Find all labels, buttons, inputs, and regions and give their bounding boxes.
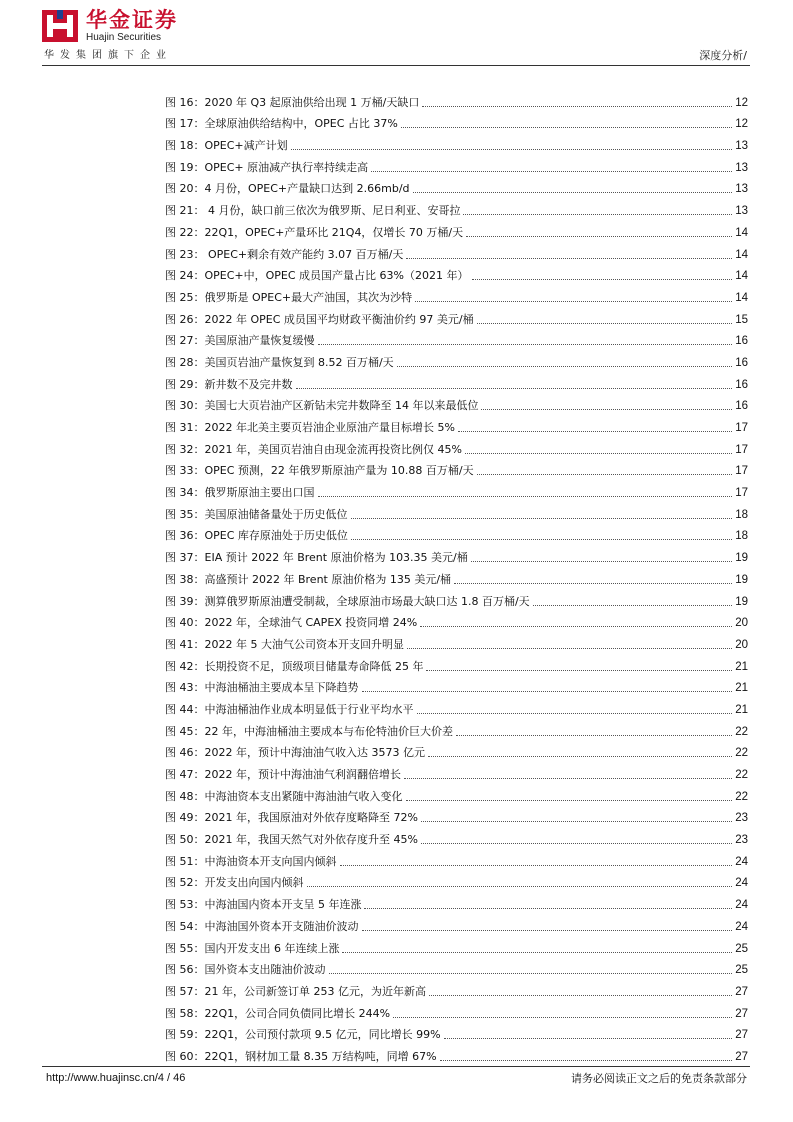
company-tagline: 华发集团旗下企业 [44, 50, 172, 61]
toc-dot-leader [413, 192, 733, 193]
toc-entry-title: 图 47：2022 年，预计中海油油气利润翻倍增长 [165, 768, 401, 781]
toc-dot-leader [351, 539, 732, 540]
header-divider [42, 65, 750, 66]
toc-entry[interactable] [165, 175, 748, 197]
toc-entry-page: 21 [735, 703, 748, 716]
toc-entry-title: 图 40：2022 年，全球油气 CAPEX 投资同增 24% [165, 616, 418, 630]
toc-entry-title: 图 29：新井数不及完井数 [165, 377, 293, 391]
toc-entry[interactable] [165, 500, 748, 522]
toc-dot-leader [466, 236, 732, 237]
toc-entry-title: 图 41：2022 年 5 大油气公司资本开支回升明显 [165, 637, 404, 651]
toc-entry-title: 图 27：美国原油产量恢复缓慢 [165, 334, 315, 348]
toc-entry-page: 25 [735, 942, 748, 955]
toc-entry[interactable] [165, 934, 748, 956]
toc-dot-leader [351, 518, 733, 519]
toc-dot-leader [426, 670, 732, 671]
toc-entry-page: 15 [735, 313, 748, 326]
toc-dot-leader [454, 583, 732, 584]
toc-dot-leader [329, 973, 733, 974]
toc-entry-title: 图 38：高盛预计 2022 年 Brent 原油价格为 135 美元/桶 [165, 572, 452, 586]
toc-entry-page: 14 [735, 291, 748, 304]
toc-entry-page: 22 [735, 725, 748, 738]
toc-entry-page: 24 [735, 877, 748, 890]
toc-dot-leader [406, 258, 732, 259]
toc-entry[interactable] [165, 1021, 748, 1043]
toc-entry[interactable] [165, 348, 748, 370]
toc-entry-title: 图 57：21 年，公司新签订单 253 亿元，为近年新高 [165, 984, 426, 998]
toc-entry[interactable] [165, 457, 748, 479]
toc-entry-page: 21 [735, 682, 748, 695]
toc-entry-page: 19 [735, 552, 748, 565]
toc-entry-page: 27 [735, 1007, 748, 1020]
toc-dot-leader [307, 886, 733, 887]
toc-entry-page: 14 [735, 226, 748, 239]
toc-entry-page: 27 [735, 1029, 748, 1042]
toc-dot-leader [421, 821, 732, 822]
toc-entry[interactable] [165, 262, 748, 284]
logo-chinese-name: 华金证券 [86, 8, 178, 32]
toc-entry-title: 图 35：美国原油储备量处于历史低位 [165, 507, 348, 521]
toc-entry-title: 图 49：2021 年，我国原油对外依存度略降至 72% [165, 811, 418, 825]
toc-dot-leader [401, 127, 732, 128]
toc-entry[interactable] [165, 110, 748, 132]
toc-entry-page: 17 [735, 422, 748, 434]
toc-dot-leader [291, 149, 733, 150]
toc-entry-page: 22 [735, 769, 748, 781]
toc-entry-title: 图 50：2021 年，我国天然气对外依存度升至 45% [165, 833, 418, 847]
toc-entry-title: 图 32：2021 年，美国页岩油自由现金流再投资比例仅 45% [165, 442, 462, 456]
toc-entry-page: 17 [735, 443, 748, 456]
toc-entry[interactable] [165, 695, 748, 717]
toc-entry[interactable] [165, 1042, 748, 1064]
toc-entry[interactable] [165, 543, 748, 565]
toc-entry-page: 13 [735, 140, 748, 153]
toc-entry[interactable] [165, 327, 748, 349]
toc-entry-page: 13 [735, 161, 748, 174]
toc-entry-title: 图 34：俄罗斯原油主要出口国 [165, 486, 315, 500]
toc-entry-title: 图 22：22Q1，OPEC+产量环比 21Q4，仅增长 70 万桶/天 [165, 225, 464, 239]
toc-dot-leader [477, 474, 733, 475]
toc-entry-title: 图 37：EIA 预计 2022 年 Brent 原油价格为 103.35 美元/桶 [165, 551, 468, 565]
toc-dot-leader [440, 1060, 733, 1061]
toc-dot-leader [428, 756, 732, 757]
toc-entry-page: 21 [735, 660, 748, 673]
huajin-logo-icon [42, 10, 78, 42]
toc-entry[interactable] [165, 912, 748, 934]
toc-dot-leader [444, 1038, 733, 1039]
toc-entry-page: 16 [735, 400, 748, 413]
toc-entry-title: 图 44：中海油桶油作业成本明显低于行业平均水平 [165, 702, 414, 716]
toc-entry[interactable] [165, 630, 748, 652]
page-header [0, 0, 793, 70]
toc-entry[interactable] [165, 825, 748, 847]
toc-dot-leader [362, 691, 733, 692]
toc-dot-leader [421, 843, 732, 844]
toc-dot-leader [404, 778, 732, 779]
toc-dot-leader [417, 713, 733, 714]
toc-entry-page: 18 [735, 508, 748, 521]
toc-entry[interactable] [165, 977, 748, 999]
toc-dot-leader [471, 561, 732, 562]
toc-entry[interactable] [165, 739, 748, 761]
toc-entry[interactable] [165, 847, 748, 869]
toc-entry[interactable] [165, 652, 748, 674]
toc-entry-page: 27 [735, 1050, 748, 1063]
footer-url-page-number[interactable]: http://www.huajinsc.cn/4 / 46 [46, 1072, 186, 1084]
toc-entry[interactable] [165, 999, 748, 1021]
toc-entry-title: 图 18：OPEC+减产计划 [165, 139, 288, 153]
toc-dot-leader [362, 930, 733, 931]
toc-entry-title: 图 52：开发支出向国内倾斜 [165, 876, 304, 890]
toc-entry[interactable] [165, 283, 748, 305]
toc-entry[interactable] [165, 522, 748, 544]
toc-entry[interactable] [165, 674, 748, 696]
toc-dot-leader [415, 301, 732, 302]
toc-dot-leader [371, 171, 732, 172]
toc-entry-page: 24 [735, 920, 748, 933]
toc-entry-title: 图 20：4 月份，OPEC+产量缺口达到 2.66mb/d [165, 182, 410, 196]
toc-entry[interactable] [165, 370, 748, 392]
toc-entry-page: 16 [735, 335, 748, 348]
toc-entry-title: 图 58：22Q1，公司合同负债同比增长 244% [165, 1006, 391, 1020]
toc-entry[interactable] [165, 478, 748, 500]
toc-entry-title: 图 46：2022 年，预计中海油油气收入达 3573 亿元 [165, 746, 425, 760]
toc-entry[interactable] [165, 890, 748, 912]
toc-entry-title: 图 33：OPEC 预测，22 年俄罗斯原油产量为 10.88 百万桶/天 [165, 464, 474, 478]
toc-entry[interactable] [165, 565, 748, 587]
toc-entry-page: 22 [735, 790, 748, 803]
toc-entry-title: 图 23： OPEC+剩余有效产能约 3.07 百万桶/天 [165, 247, 404, 261]
toc-dot-leader [406, 800, 733, 801]
toc-entry[interactable] [165, 587, 748, 609]
toc-dot-leader [318, 496, 733, 497]
toc-entry-page: 23 [735, 812, 748, 825]
figure-list [165, 88, 748, 1064]
toc-dot-leader [318, 344, 733, 345]
toc-entry-page: 18 [735, 530, 748, 543]
toc-entry[interactable] [165, 413, 748, 435]
toc-entry[interactable] [165, 305, 748, 327]
toc-entry-page: 13 [735, 183, 748, 196]
toc-entry-title: 图 54：中海油国外资本开支随油价波动 [165, 919, 359, 933]
toc-dot-leader [481, 409, 732, 410]
toc-entry-title: 图 25：俄罗斯是 OPEC+最大产油国，其次为沙特 [165, 290, 413, 304]
toc-entry[interactable] [165, 131, 748, 153]
toc-entry-page: 14 [735, 270, 748, 283]
toc-entry[interactable] [165, 153, 748, 175]
toc-entry[interactable] [165, 435, 748, 457]
toc-entry-title: 图 19：OPEC+ 原油减产执行率持续走高 [165, 160, 369, 174]
toc-entry-title: 图 42：长期投资不足，顶级项目储量寿命降低 25 年 [165, 659, 424, 673]
toc-entry-page: 12 [735, 118, 748, 131]
toc-entry-page: 16 [735, 356, 748, 369]
toc-dot-leader [472, 279, 733, 280]
toc-entry-title: 图 53：中海油国内资本开支呈 5 年连涨 [165, 898, 362, 912]
toc-entry-page: 24 [735, 855, 748, 868]
toc-entry-page: 20 [735, 638, 748, 651]
toc-entry-title: 图 45：22 年，中海油桶油主要成本与布伦特油价巨大价差 [165, 724, 453, 738]
toc-entry-title: 图 31：2022 年北美主要页岩油企业原油产量目标增长 5% [165, 421, 455, 434]
footer-disclaimer: 请务必阅读正文之后的免责条款部分 [571, 1072, 747, 1085]
toc-entry[interactable] [165, 717, 748, 739]
report-type-label: 深度分析/ [699, 49, 747, 62]
toc-dot-leader [364, 908, 732, 909]
toc-dot-leader [422, 106, 732, 107]
toc-entry[interactable] [165, 956, 748, 978]
toc-entry[interactable] [165, 392, 748, 414]
toc-entry[interactable] [165, 609, 748, 631]
toc-entry-title: 图 51：中海油资本开支向国内倾斜 [165, 854, 337, 868]
toc-entry-title: 图 48：中海油资本支出紧随中海油油气收入变化 [165, 789, 403, 803]
toc-entry-title: 图 55：国内开发支出 6 年连续上涨 [165, 941, 340, 955]
toc-entry-title: 图 60：22Q1，钢材加工量 8.35 万结构吨，同增 67% [165, 1049, 437, 1063]
toc-entry-page: 13 [735, 205, 748, 218]
toc-entry-title: 图 24：OPEC+中，OPEC 成员国产量占比 63%（2021 年） [165, 269, 469, 283]
toc-entry[interactable] [165, 218, 748, 240]
toc-entry[interactable] [165, 869, 748, 891]
toc-entry-page: 17 [735, 487, 748, 500]
toc-dot-leader [340, 865, 733, 866]
toc-dot-leader [296, 388, 733, 389]
toc-entry-title: 图 36：OPEC 库存原油处于历史低位 [165, 529, 348, 543]
toc-entry-title: 图 17：全球原油供给结构中，OPEC 占比 37% [165, 117, 398, 131]
toc-dot-leader [463, 214, 732, 215]
logo-english-name: Huajin Securities [86, 32, 162, 43]
toc-entry-title: 图 26：2022 年 OPEC 成员国平均财政平衡油价约 97 美元/桶 [165, 312, 474, 326]
toc-entry-page: 27 [735, 985, 748, 998]
toc-dot-leader [477, 323, 733, 324]
toc-entry-page: 12 [735, 96, 748, 109]
toc-entry-title: 图 56：国外资本支出随油价波动 [165, 963, 326, 977]
footer-divider [42, 1066, 750, 1067]
toc-entry-title: 图 59：22Q1，公司预付款项 9.5 亿元，同比增长 99% [165, 1028, 441, 1042]
toc-entry-page: 19 [735, 595, 748, 608]
toc-entry[interactable] [165, 240, 748, 262]
toc-entry[interactable] [165, 782, 748, 804]
toc-entry-page: 19 [735, 573, 748, 586]
toc-entry-page: 16 [735, 378, 748, 391]
toc-dot-leader [533, 605, 733, 606]
toc-dot-leader [342, 952, 732, 953]
toc-entry-title: 图 39：测算俄罗斯原油遭受制裁，全球原油市场最大缺口达 1.8 百万桶/天 [165, 594, 530, 608]
toc-dot-leader [429, 995, 732, 996]
toc-dot-leader [407, 648, 732, 649]
toc-entry-title: 图 43：中海油桶油主要成本呈下降趋势 [165, 681, 359, 695]
toc-entry-page: 17 [735, 465, 748, 478]
toc-entry-page: 14 [735, 248, 748, 261]
toc-dot-leader [393, 1017, 732, 1018]
toc-entry-page: 22 [735, 747, 748, 760]
toc-entry-page: 24 [735, 899, 748, 912]
toc-entry-page: 25 [735, 964, 748, 977]
toc-entry-title: 图 21： 4 月份，缺口前三依次为俄罗斯、尼日利亚、安哥拉 [165, 204, 461, 218]
toc-dot-leader [465, 453, 732, 454]
toc-dot-leader [397, 366, 733, 367]
toc-dot-leader [420, 626, 732, 627]
toc-dot-leader [456, 735, 732, 736]
toc-entry-title: 图 16：2020 年 Q3 起原油供给出现 1 万桶/天缺口 [165, 95, 420, 109]
toc-entry[interactable] [165, 88, 748, 110]
toc-entry[interactable] [165, 804, 748, 826]
toc-entry[interactable] [165, 760, 748, 782]
toc-entry-page: 20 [735, 617, 748, 630]
toc-dot-leader [458, 431, 732, 432]
toc-entry[interactable] [165, 196, 748, 218]
toc-entry-page: 23 [735, 834, 748, 847]
toc-entry-title: 图 28：美国页岩油产量恢复到 8.52 百万桶/天 [165, 355, 394, 369]
toc-entry-title: 图 30：美国七大页岩油产区新钻未完井数降至 14 年以来最低位 [165, 399, 479, 413]
